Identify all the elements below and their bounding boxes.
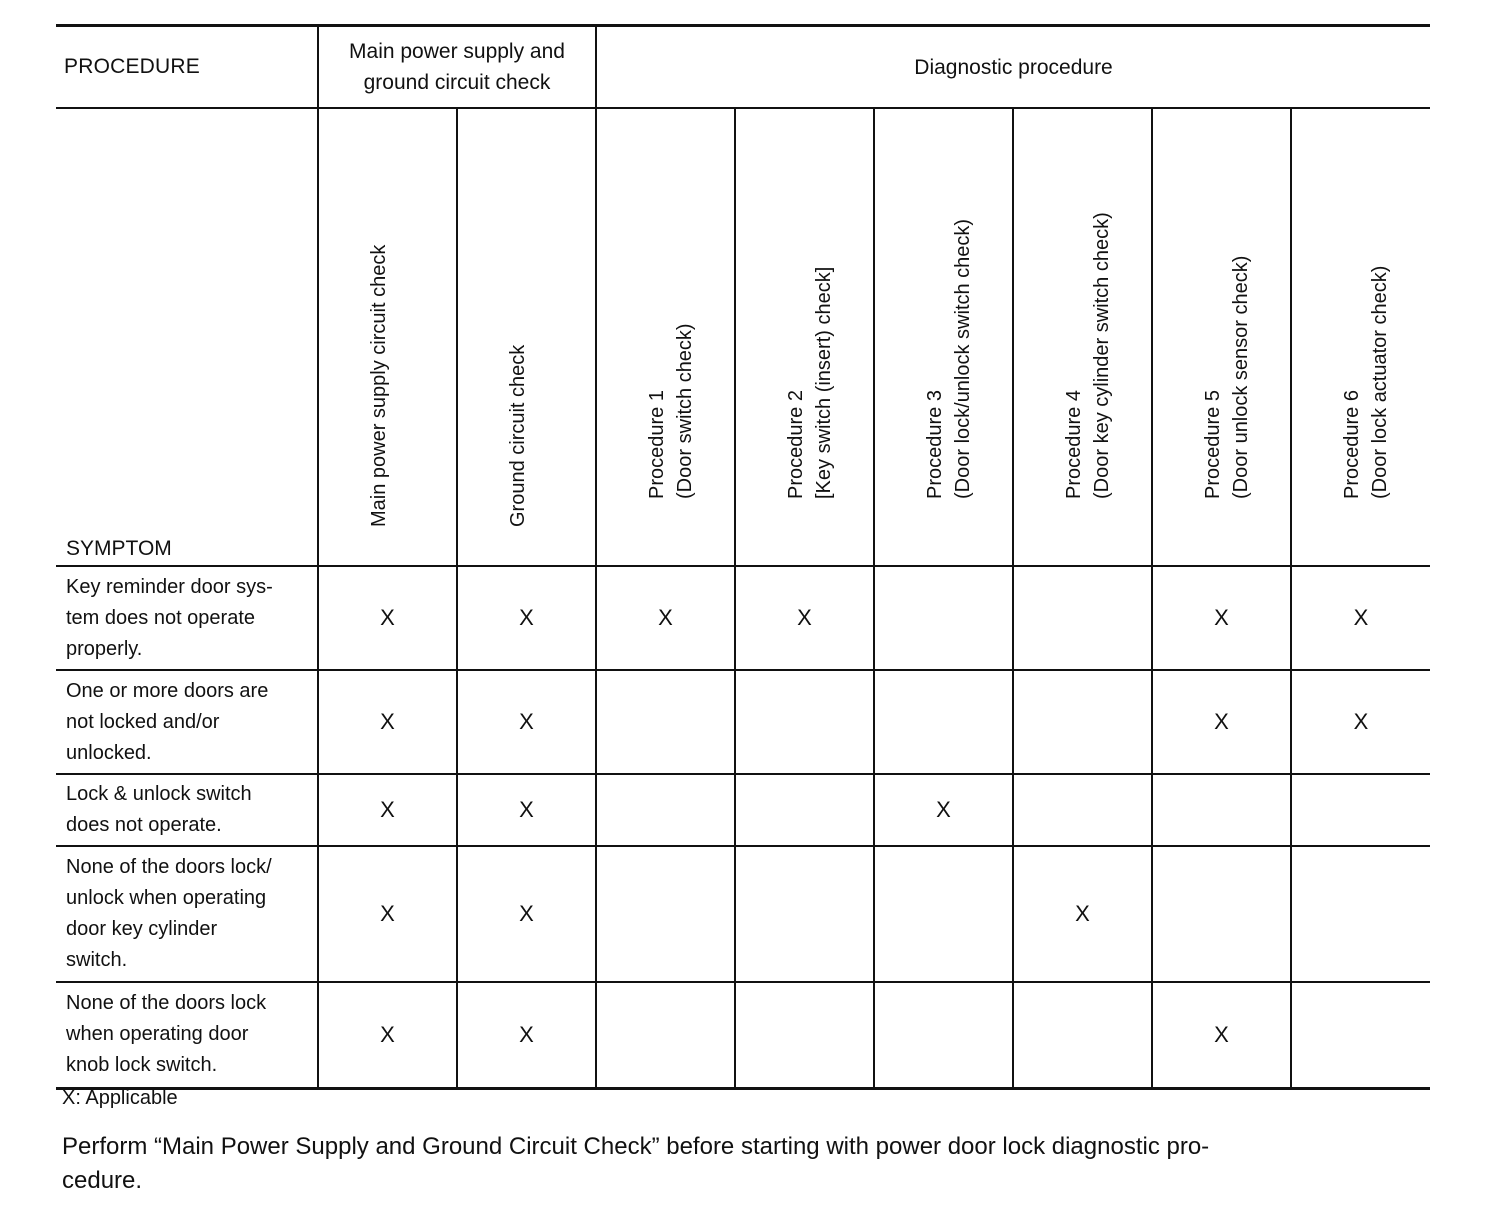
column-header-6 [1013,108,1152,566]
column-header-line2: [Key switch (insert) check] [812,266,835,499]
column-header-line2: (Door lock/unlock switch check) [951,218,974,499]
applicable-mark-cell: X [457,846,596,982]
column-header-text [365,87,393,527]
symptom-line: Key reminder door sys- [66,575,273,598]
applicable-mark-cell: X [457,982,596,1088]
header-row-columns [56,108,1430,566]
symptom-line: tem does not operate [66,606,256,629]
column-header-2 [457,108,596,566]
column-header-5 [874,108,1013,566]
column-header-text [1060,59,1116,499]
applicable-mark-cell [596,982,735,1088]
main-power-group-line2: ground circuit check [363,71,551,94]
column-header-line1: Procedure 5 [1201,390,1224,499]
column-header-line1: Procedure 6 [1341,390,1364,499]
applicable-mark-cell: X [1291,670,1430,774]
column-header-text [782,59,838,499]
applicable-mark-cell [1291,774,1430,846]
symptom-line: One or more doors are [66,679,269,702]
column-header-4 [735,108,874,566]
applicable-mark-cell [1013,566,1152,670]
symptom-line: when operating door [66,1023,249,1046]
applicable-mark-cell: X [318,670,457,774]
applicable-mark-cell: X [457,774,596,846]
main-power-group-header [318,26,596,109]
applicable-mark-cell [1152,846,1291,982]
applicable-mark-cell: X [318,982,457,1088]
column-header-line1: Procedure 4 [1062,390,1085,499]
symptom-cell [56,670,318,774]
column-header-line2: (Door key cylinder switch check) [1090,212,1113,499]
symptom-line: knob lock switch. [66,1054,218,1077]
column-header-3 [596,108,735,566]
applicable-mark-cell: X [1152,670,1291,774]
main-power-group-line1: Main power supply and [349,40,565,63]
applicable-mark-cell [596,774,735,846]
applicable-mark-cell: X [735,566,874,670]
column-header-line1: Main power supply circuit check [367,244,390,527]
applicable-mark-cell: X [874,774,1013,846]
legend: X: Applicable [62,1087,178,1109]
applicable-mark-cell [735,670,874,774]
applicable-mark-cell [874,846,1013,982]
applicable-mark-cell [735,774,874,846]
diagnostic-group-header: Diagnostic procedure [596,26,1430,109]
applicable-mark-cell: X [457,566,596,670]
note [62,1130,1442,1198]
diagnosis-table [56,24,1430,1090]
table-body [56,566,1430,1088]
note-line2: cedure. [62,1167,143,1194]
symptom-cell [56,566,318,670]
applicable-mark-cell [1291,846,1430,982]
symptom-header: SYMPTOM [56,108,318,566]
applicable-mark-cell: X [318,774,457,846]
applicable-mark-cell: X [596,566,735,670]
column-header-line2: (Door lock actuator check) [1369,265,1392,499]
applicable-mark-cell [874,982,1013,1088]
symptom-cell [56,774,318,846]
applicable-mark-cell [596,670,735,774]
column-header-text [504,87,532,527]
column-header-line1: Procedure 3 [923,390,946,499]
table-row [56,566,1430,670]
applicable-mark-cell [1013,670,1152,774]
column-header-7 [1152,108,1291,566]
column-header-line1: Ground circuit check [506,344,529,527]
column-header-line1: Procedure 1 [645,390,668,499]
symptom-line: None of the doors lock [66,992,267,1015]
applicable-mark-cell: X [318,846,457,982]
column-header-8 [1291,108,1430,566]
column-header-text [1338,59,1394,499]
applicable-mark-cell: X [1152,566,1291,670]
note-line1: Perform “Main Power Supply and Ground Circuit Check” before starting with power door lock diagnostic pro- [62,1133,1210,1160]
applicable-mark-cell: X [1152,982,1291,1088]
applicable-mark-cell: X [1013,846,1152,982]
symptom-line: switch. [66,949,128,971]
table-row [56,846,1430,982]
column-header-1 [318,108,457,566]
symptom-line: does not operate. [66,814,222,836]
applicable-mark-cell [1152,774,1291,846]
applicable-mark-cell [596,846,735,982]
symptom-line: unlock when operating [66,887,267,909]
applicable-mark-cell [1291,982,1430,1088]
column-header-text [921,59,977,499]
column-header-line2: (Door switch check) [673,323,696,499]
symptom-line: door key cylinder [66,918,218,940]
table-row [56,670,1430,774]
applicable-mark-cell [735,846,874,982]
column-header-text [1199,59,1255,499]
applicable-mark-cell [1013,982,1152,1088]
applicable-mark-cell: X [457,670,596,774]
applicable-mark-cell [874,670,1013,774]
column-header-text [643,59,699,499]
symptom-line: properly. [66,637,143,660]
procedure-header: PROCEDURE [56,26,318,109]
applicable-mark-cell: X [318,566,457,670]
symptom-line: None of the doors lock/ [66,856,272,878]
applicable-mark-cell [735,982,874,1088]
table-row [56,982,1430,1088]
symptom-line: unlocked. [66,741,152,764]
applicable-mark-cell [874,566,1013,670]
applicable-mark-cell: X [1291,566,1430,670]
applicable-mark-cell [1013,774,1152,846]
table-row [56,774,1430,846]
symptom-line: Lock & unlock switch [66,783,252,805]
column-header-line2: (Door unlock sensor check) [1229,255,1252,499]
symptom-line: not locked and/or [66,710,220,733]
symptom-cell [56,846,318,982]
symptom-cell [56,982,318,1088]
column-header-line1: Procedure 2 [784,390,807,499]
